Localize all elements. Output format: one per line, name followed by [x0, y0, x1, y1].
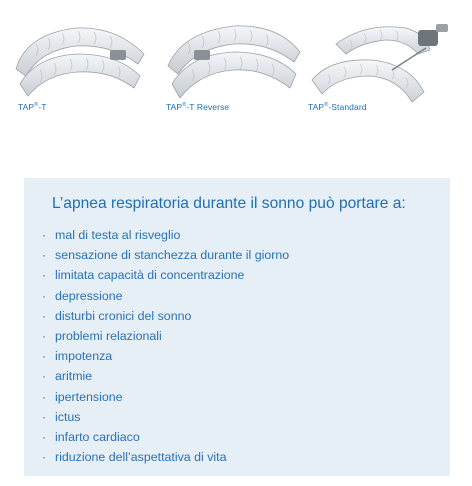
bullet-icon: ·	[42, 429, 47, 444]
list-item-text: infarto cardiaco	[55, 429, 140, 444]
list-item-text: depressione	[55, 288, 123, 303]
list-item-text: ictus	[55, 409, 81, 424]
list-item	[42, 429, 289, 449]
product-caption-tap-t: TAP®-T	[18, 102, 47, 112]
bullet-icon: ·	[42, 328, 47, 343]
bullet-icon: ·	[42, 268, 47, 283]
bullet-icon: ·	[42, 288, 47, 303]
bullet-icon: ·	[42, 248, 47, 263]
list-item-text: disturbi cronici del sonno	[55, 308, 192, 323]
list-item	[42, 328, 289, 348]
tap-standard-appliance-image	[306, 14, 456, 109]
bullet-icon: ·	[42, 308, 47, 323]
list-item-text: ipertensione	[55, 389, 123, 404]
list-item	[42, 247, 289, 267]
info-box-title: L’apnea respiratoria durante il sonno può portare a:	[52, 195, 406, 212]
list-item-text: mal di testa al risveglio	[55, 228, 181, 242]
list-item	[42, 368, 289, 388]
symptom-list	[42, 227, 289, 469]
bullet-icon: ·	[42, 450, 47, 465]
bullet-icon: ·	[42, 228, 47, 242]
tap-t-reverse-appliance-image	[160, 14, 310, 109]
bullet-icon: ·	[42, 409, 47, 424]
info-box	[24, 178, 450, 476]
list-item	[42, 389, 289, 409]
product-caption-tap-standard: TAP®-Standard	[308, 102, 367, 112]
bullet-icon: ·	[42, 389, 47, 404]
list-item-text: sensazione di stanchezza durante il giorno	[55, 248, 290, 263]
list-item	[42, 348, 289, 368]
list-item	[42, 288, 289, 308]
list-item-text: impotenza	[55, 349, 113, 364]
list-item-text: aritmie	[55, 369, 93, 384]
product-caption-tap-t-reverse: TAP®-T Reverse	[166, 102, 230, 112]
bullet-icon: ·	[42, 349, 47, 364]
list-item-text: riduzione dell’aspettativa di vita	[55, 450, 227, 465]
list-item	[42, 409, 289, 429]
list-item	[42, 267, 289, 287]
list-item	[42, 227, 289, 247]
list-item-text: problemi relazionali	[55, 328, 162, 343]
list-item-text: limitata capacità di concentrazione	[55, 268, 245, 283]
tap-t-appliance-image	[6, 14, 156, 109]
bullet-icon: ·	[42, 369, 47, 384]
list-item	[42, 308, 289, 328]
list-item	[42, 449, 289, 469]
